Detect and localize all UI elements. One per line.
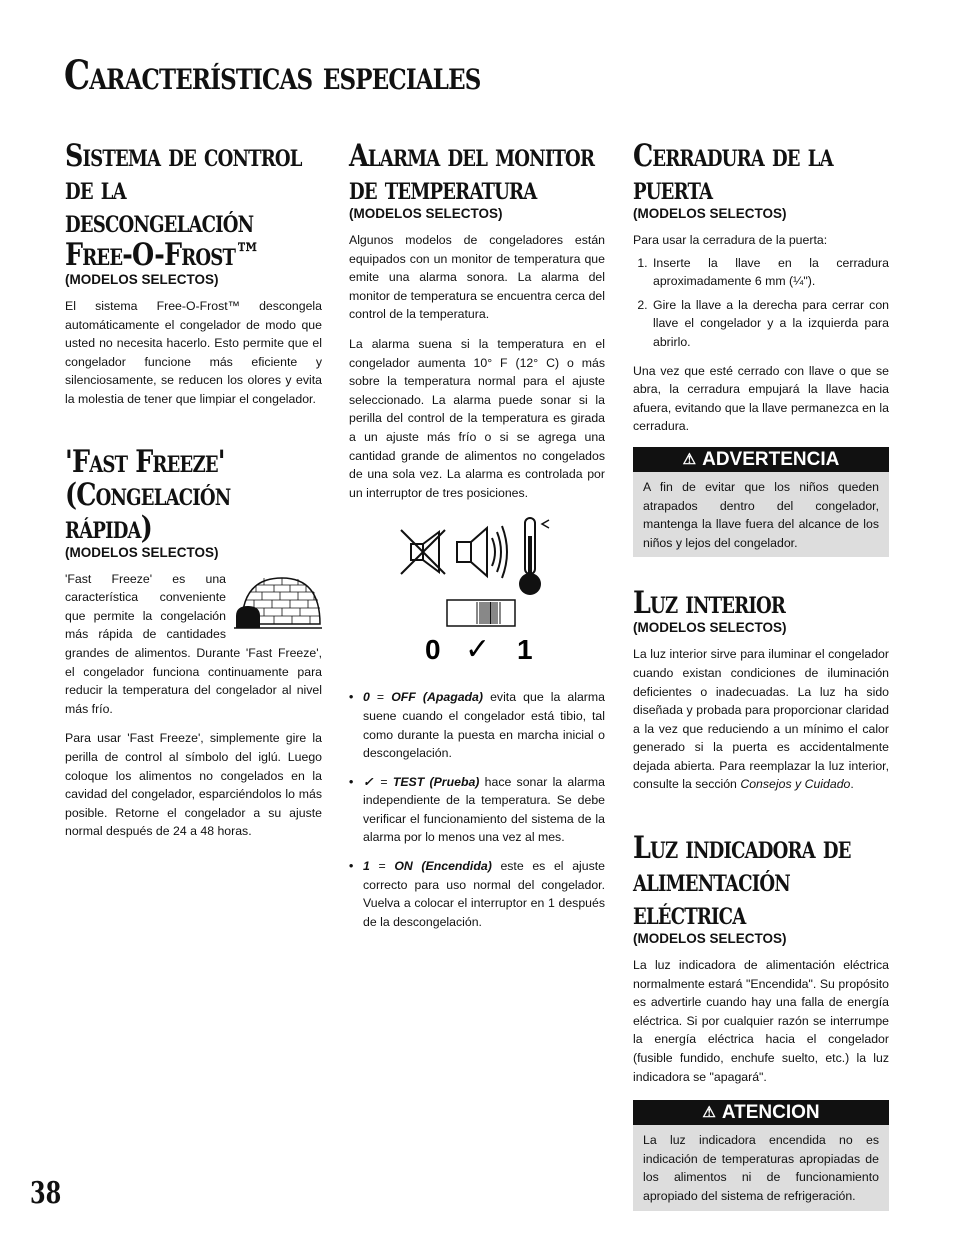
section-title-free-o-frost: Sistema de control de la descongelación Free-O-Frost™ (65, 138, 302, 273)
igloo-icon (234, 572, 322, 630)
interior-light-end: . (850, 777, 854, 792)
warning-box (633, 447, 889, 557)
alarm-switch-list (349, 688, 605, 931)
caution-header (633, 1100, 889, 1125)
caution-text: La luz indicadora encendida no es indicación de temperaturas apropiadas de los alimentos ni de funcionamiento apropiado del sistema de refrigeración. (643, 1133, 879, 1203)
alarm-switch-figure (399, 516, 559, 666)
column-left (65, 140, 322, 852)
switch-label-test: ✓ (465, 632, 491, 667)
section-subtitle: (MODELOS SELECTOS) (633, 931, 787, 947)
warning-text: A fin de evitar que los niños queden atrapados dentro del congelador, mantenga la llave fuera del alcance de los niños y lejos del congelador. (643, 479, 879, 550)
column-middle (349, 140, 605, 941)
bullet-eq: = (375, 774, 393, 789)
three-position-switch (447, 600, 515, 626)
column-right (633, 140, 889, 1211)
section-subtitle: (MODELOS SELECTOS) (349, 206, 503, 221)
door-lock-intro: Para usar la cerradura de la puerta: (633, 233, 828, 247)
thermometer-icon (519, 518, 549, 595)
warning-triangle-icon: ⚠ (702, 1104, 716, 1122)
muted-speaker-icon (401, 530, 445, 574)
bullet-term: TEST (Prueba) (392, 774, 480, 789)
section-title-interior-light: Luz interior (633, 585, 786, 622)
interior-light-paragraph (633, 645, 889, 794)
bullet-term: OFF (Apagada) (391, 690, 483, 705)
bullet-eq: = (369, 690, 392, 705)
section-title-temperature-alarm: Alarma del monitor de temperatura (349, 138, 595, 207)
alarm-paragraph-1: Algunos modelos de congeladores están equipados con un monitor de temperatura que emite una alarma sonora. La alarma del monitor de temperatura se encuentra cerca del control de la temperatura. (349, 233, 605, 322)
fast-freeze-paragraph-1 (65, 570, 322, 719)
alarm-paragraph-2: La alarma suena si la temperatura en el congelador aumenta 10° F (12° C) o más sobre la temperatura normal para el ajuste seleccionado. La alarma puede sonar si la perilla del control de la temperatura es girada a un ajuste más frío o si se agrega una cantidad grande de alimentos no congelados de una sola vez. La alarma es controlada por un interruptor de tres posiciones. (349, 336, 605, 500)
warning-header (633, 447, 889, 472)
section-title-power-light: Luz indicadora de alimentación eléctrica (633, 830, 851, 933)
bullet-text: evita que la alarma suene cuando el congelador está tibio, tal como durante la puesta en marcha inicial o descongelación. (363, 690, 605, 761)
door-lock-steps (633, 254, 889, 352)
section-subtitle: (MODELOS SELECTOS) (633, 620, 787, 636)
list-item (349, 773, 605, 847)
bullet-key: 0 (363, 690, 370, 705)
bullet-key: ✓ (363, 774, 376, 789)
bullet-eq: = (369, 859, 395, 874)
section-subtitle: (MODELOS SELECTOS) (633, 206, 787, 221)
power-light-paragraph: La luz indicadora de alimentación eléctrica normalmente estará "Encendida". Su propósito es advertirle cuando hay una falla de energía eléctrica. Si por cualquier razón se interrumpe la energía eléctrica hacia el congelador (fusible fundido, enchufe suelto, etc.) la luz indicadora se "apagará". (633, 958, 889, 1084)
free-o-frost-paragraph: El sistema Free-O-Frost™ descongela automáticamente el congelador de modo que usted no necesita hacerlo. Esto permite que el congelador funcione más eficiente y silenciosamente, se reducen los olores y evita la molestia de tener que limpiar el congelador. (65, 299, 322, 406)
caution-title: ATENCION (721, 1102, 820, 1124)
list-item (349, 688, 605, 762)
section-subtitle: (MODELOS SELECTOS) (65, 272, 219, 287)
section-subtitle: (MODELOS SELECTOS) (65, 544, 219, 560)
speaker-sound-icon (457, 526, 507, 578)
list-item (349, 857, 605, 931)
bullet-key: 1 (363, 859, 370, 874)
section-title-door-lock: Cerradura de la puerta (633, 138, 833, 207)
list-item: 1. Inserte la llave en la cerradura aproximadamente 6 mm (¼"). (651, 254, 889, 291)
fast-freeze-paragraph-2: Para usar 'Fast Freeze', simplemente gire la perilla de control al símbolo del iglú. Luego coloque los alimentos no congelados en la cavidad del congelador, esparciéndolos lo más posible. Retorne el congelador a su ajuste normal después de 24 a 48 horas. (65, 731, 322, 839)
page-title: Características especiales (64, 52, 481, 99)
warning-title: ADVERTENCIA (702, 448, 840, 470)
bullet-text: hace sonar la alarma independiente de la temperatura. Se debe verificar el funcionamiento del sistema de la alarma por lo menos una vez al mes. (363, 774, 605, 845)
door-lock-paragraph: Una vez que esté cerrado con llave o que se abra, la cerradura empujará la llave hacia afuera, evitando que la llave permanezca en la cerradura. (633, 363, 889, 434)
page-number: 38 (30, 1176, 62, 1211)
caution-box (633, 1100, 889, 1210)
bullet-term: ON (Encendida) (394, 859, 492, 874)
section-title-fast-freeze: 'Fast Freeze' (Congelación rápida) (65, 443, 231, 546)
interior-light-text: La luz interior sirve para iluminar el congelador cuando existan condiciones de iluminación deficientes o inadecuadas. La luz ha sido diseñada y probada para proporcionar claridad a la vez que reduciendo a un mínimo el calor generado si la puerta es accidentalmente dejada abierta. Para reemplazar la luz interior, consulte la sección (633, 647, 889, 792)
list-item: 2. Gire la llave a la derecha para cerrar con llave el congelador y a la izquierda para abrirlo. (651, 296, 889, 352)
fast-freeze-text-1: 'Fast Freeze' es una característica conveniente que permite la congelación más rápida de cantidades grandes de alimentos. Durante 'Fast Freeze', el congelador funciona continuamente para reducir la temperatura del congelador al nivel más frío. (65, 571, 322, 716)
bullet-text: este es el ajuste correcto para uso normal del congelador. Vuelva a colocar el interruptor en 1 después de la descongelación. (363, 859, 606, 929)
switch-label-on: 1 (517, 634, 533, 666)
warning-triangle-icon: ⚠ (682, 450, 697, 468)
switch-label-off: 0 (425, 634, 441, 666)
interior-light-ref: Consejos y Cuidado (740, 777, 851, 792)
